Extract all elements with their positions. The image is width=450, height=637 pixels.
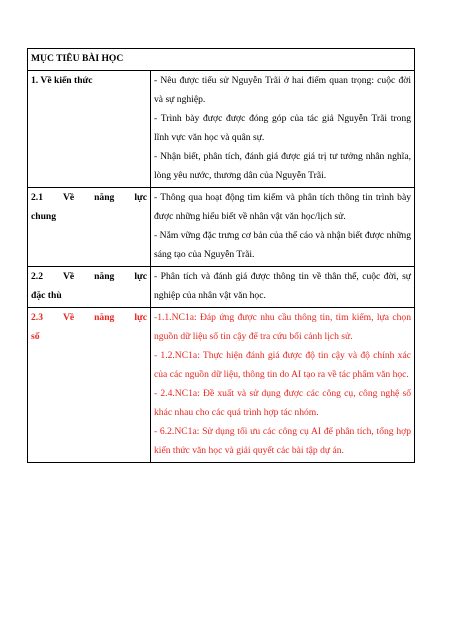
row-content-general-competence: [151, 188, 415, 267]
row-label-word: lực: [134, 271, 147, 282]
lesson-objectives-table: [27, 48, 415, 463]
list-item: - Phân tích và đánh giá được thông tin về thân thế, cuộc đời, sự nghiệp của nhân vật văn học.: [154, 271, 411, 301]
list-item: - Thông qua hoạt động tìm kiếm và phân tích thông tin trình bày được những hiểu biết về nhân vật văn học/lịch sử.: [154, 192, 411, 222]
table-row-general-competence: [28, 188, 415, 267]
list-item: -1.1.NC1a: Đáp ứng được nhu cầu thông tin, tìm kiếm, lựa chọn nguồn dữ liệu số tin cậy để tra cứu bối cảnh lịch sử.: [154, 312, 411, 342]
row-label-line-2: đặc thù: [31, 290, 62, 301]
list-item: - 2.4.NC1a: Đề xuất và sử dụng được các công cụ, công nghệ số khác nhau cho các quá trình hợp tác nhóm.: [154, 388, 411, 418]
row-label-word: Về: [62, 312, 75, 323]
list-item: - 6.2.NC1a: Sử dụng tối ưu các công cụ AI để phân tích, tổng hợp kiến thức văn học và giải quyết các bài tập dự án.: [154, 426, 411, 456]
list-item: - Nêu được tiểu sử Nguyễn Trãi ở hai điểm quan trọng: cuộc đời và sự nghiệp.: [154, 75, 411, 105]
row-label-line-2: chung: [31, 211, 57, 222]
table-title-row: [28, 49, 415, 71]
row-label-word: năng: [94, 192, 115, 203]
table-title: MỤC TIÊU BÀI HỌC: [28, 49, 415, 71]
row-label-word: lực: [134, 192, 147, 203]
row-label-general-competence: [28, 188, 151, 267]
list-item: - Trình bày được được đóng góp của tác giả Nguyễn Trãi trong lĩnh vực văn học và quân sự.: [154, 113, 411, 143]
list-item: - Nắm vững đặc trưng cơ bản của thể cáo và nhận biết được những sáng tạo của Nguyễn Trãi.: [154, 230, 411, 260]
list-item: - Nhận biết, phân tích, đánh giá được giá trị tư tưởng nhân nghĩa, lòng yêu nước, thương dân của Nguyễn Trãi.: [154, 151, 411, 181]
row-label-number: 2.1: [31, 192, 43, 203]
row-label-number: 2.2: [31, 271, 43, 282]
row-label-knowledge: [28, 71, 151, 188]
row-label-word: năng: [94, 312, 115, 323]
row-content-digital-competence: [151, 308, 415, 463]
table-row-specific-competence: [28, 267, 415, 308]
row-label-text: 1. Về kiến thức: [31, 75, 93, 86]
row-label-line-1: [31, 267, 147, 286]
row-content-specific-competence: [151, 267, 415, 308]
row-label-digital-competence: [28, 308, 151, 463]
row-label-specific-competence: [28, 267, 151, 308]
row-label-line-1: [31, 308, 147, 327]
table-row-knowledge: [28, 71, 415, 188]
list-item: - 1.2.NC1a: Thực hiện đánh giá được độ tin cậy và độ chính xác của các nguồn dữ liệu, thông tin do AI tạo ra về tác phẩm văn học.: [154, 350, 411, 380]
row-label-number: 2.3: [31, 312, 43, 323]
table-row-digital-competence: [28, 308, 415, 463]
row-label-word: lực: [134, 312, 147, 323]
row-label-line-1: [31, 188, 147, 207]
row-label-word: năng: [94, 271, 115, 282]
row-content-knowledge: [151, 71, 415, 188]
row-label-line-2: số: [31, 331, 40, 342]
row-label-word: Về: [62, 192, 75, 203]
row-label-word: Về: [62, 271, 75, 282]
